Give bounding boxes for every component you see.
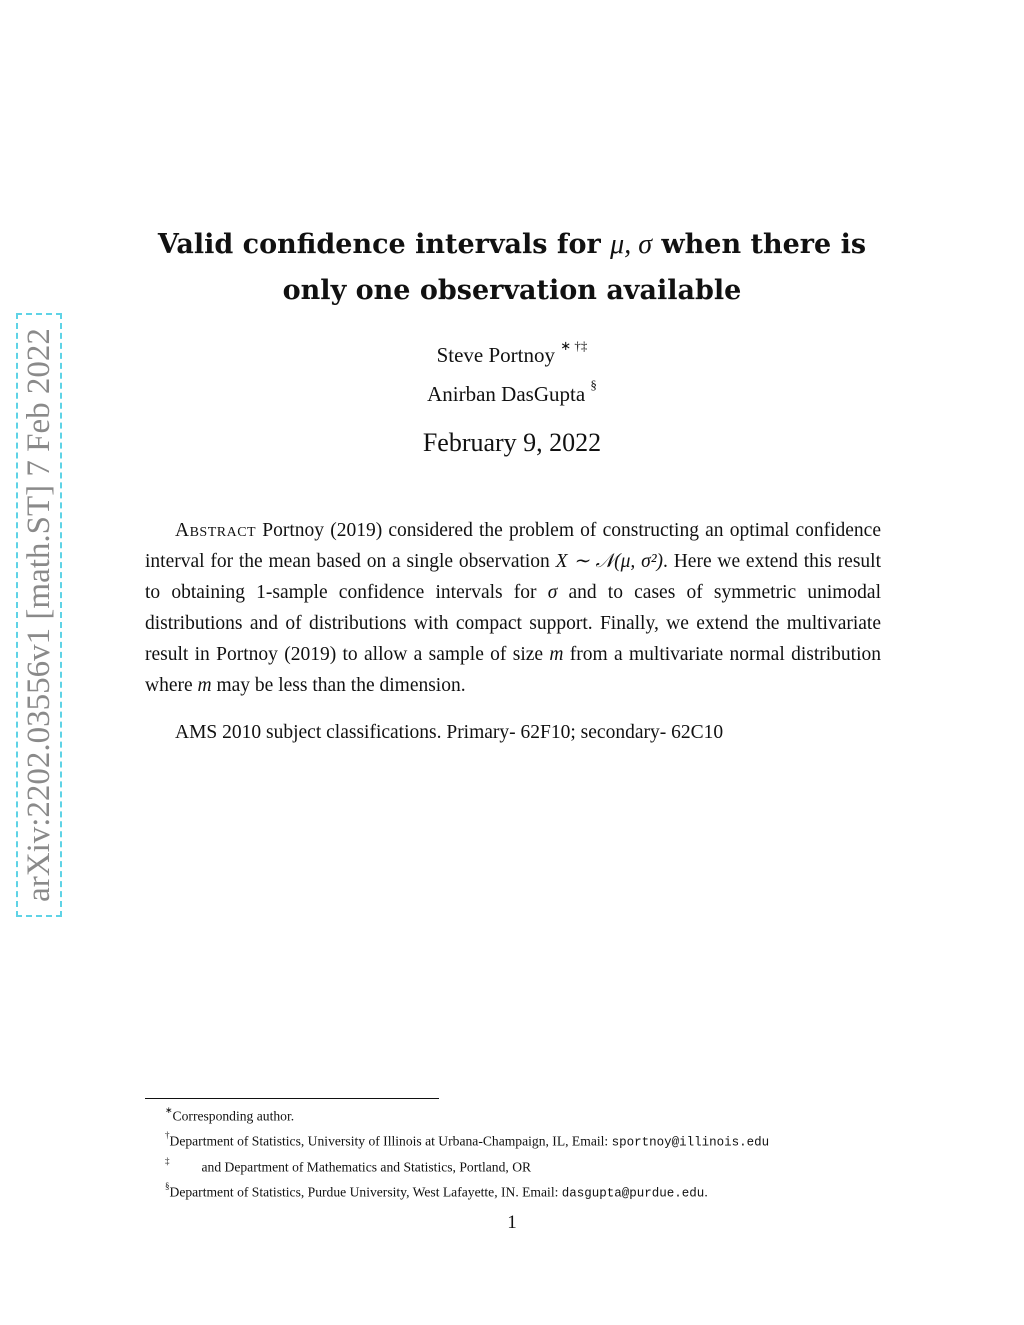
arxiv-identifier: arXiv:2202.03556v1 [math.ST] 7 Feb 2022 — [21, 328, 57, 902]
abstract-heading: Abstract — [175, 520, 257, 541]
footnote-1-text: Corresponding author. — [172, 1108, 295, 1124]
abstract-math-4: m — [197, 675, 212, 696]
title-line2: only one observation available — [282, 275, 742, 306]
abstract-text-5: may be less than the dimension. — [211, 675, 466, 696]
footnote-1-mark: ∗ — [165, 1105, 173, 1115]
title-part1: Valid confidence intervals for — [157, 229, 611, 260]
footnote-4-mark: § — [165, 1180, 170, 1191]
abstract-text-1: Portnoy (2019) considered the problem of constructing an optimal confidence interval for the mean based on a single observation — [145, 520, 881, 572]
abstract-text-2: . Here we extend this result to obtaining 1-sample confidence intervals for — [145, 551, 881, 603]
author-2-marks: § — [590, 377, 597, 392]
footnote-2 — [165, 1127, 925, 1154]
footnote-4-text: Department of Statistics, Purdue University, West Lafayette, IN. Email: — [169, 1184, 562, 1200]
ams-classification: AMS 2010 subject classifications. Primary- 62F10; secondary- 62C10 — [175, 722, 724, 743]
footnote-rule — [145, 1098, 439, 1099]
paper-title — [150, 222, 874, 314]
title-part2: when there is — [652, 229, 867, 260]
author-2-name: Anirban DasGupta — [427, 382, 586, 406]
footnote-2-mark: † — [165, 1129, 170, 1140]
footnote-1 — [165, 1102, 925, 1127]
footnote-2-text: Department of Statistics, University of Illinois at Urbana-Champaign, IL, Email: — [169, 1133, 612, 1149]
abstract — [145, 515, 881, 701]
abstract-math-3: m — [549, 644, 564, 665]
footnote-4 — [165, 1178, 925, 1205]
author-1-name: Steve Portnoy — [436, 343, 555, 367]
footnote-3 — [165, 1153, 925, 1178]
abstract-text-3: and to cases of symmetric unimodal distributions and of distributions with compact support. Finally, we extend the multivariate result in Portnoy (2019) to allow a sample of size — [145, 582, 881, 665]
footnote-4-email[interactable]: dasgupta@purdue.edu — [561, 1186, 705, 1201]
author-1 — [262, 338, 762, 368]
author-2 — [262, 377, 762, 407]
footnote-3-mark: ‡ — [165, 1156, 170, 1167]
footnotes — [165, 1102, 925, 1204]
abstract-math-2: σ — [547, 582, 558, 603]
paper-date: February 9, 2022 — [422, 428, 602, 457]
author-1-marks: ∗ †‡ — [560, 338, 588, 353]
page-number: 1 — [507, 1212, 517, 1233]
title-math: μ, σ — [610, 229, 653, 260]
abstract-text-4: from a multivariate normal distribution where — [145, 644, 881, 696]
footnote-2-email[interactable]: sportnoy@illinois.edu — [611, 1135, 770, 1150]
abstract-math-1: X ∼ 𝒩(μ, σ²) — [555, 551, 664, 572]
footnote-3-text: and Department of Mathematics and Statistics, Portland, OR — [201, 1159, 532, 1175]
footnote-4-end: . — [704, 1184, 708, 1200]
